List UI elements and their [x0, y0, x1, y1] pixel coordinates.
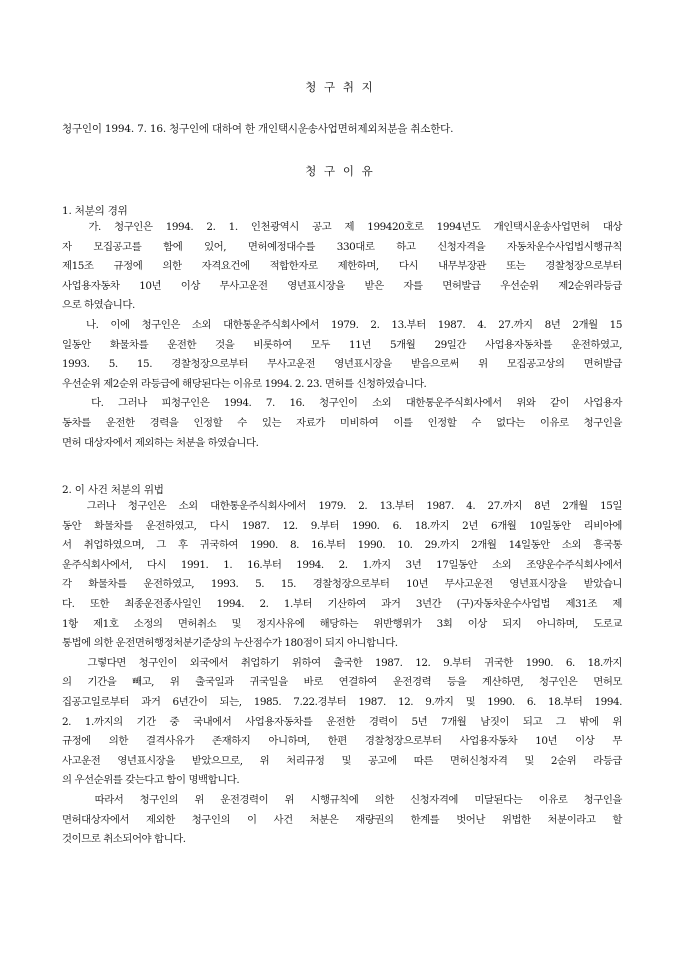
- section1-heading: 1. 처분의 경위: [62, 205, 128, 217]
- section1-body: [62, 218, 622, 453]
- section1-line: 우선순위 제2순위 라등급에 해당된다는 이유로 1994. 2. 23. 면허를 신청하였습니다.: [62, 377, 427, 390]
- section1-line: 사업용자동차 10년 이상 무사고운전 영년표시장을 받은 자를 면허발급 우선순위 제2순위라등급: [62, 279, 622, 292]
- purpose-text: 청구인이 1994. 7. 16. 청구인에 대하여 한 개인택시운송사업면허제외처분을 취소한다.: [62, 123, 454, 135]
- section1-line: 자 모집공고를 함에 있어, 면허예정대수를 330대로 하고 신청자격을 자동차운수사업법시행규칙: [62, 240, 622, 253]
- section2-line: 사고운전 영년표시장을 받았으므로, 위 처리규정 및 공고에 따른 면허신청자격 및 2순위 라등급: [62, 754, 622, 767]
- section2-heading: 2. 이 사건 처분의 위법: [62, 484, 164, 496]
- section2-line: 통법에 의한 운전면허행정처분기준상의 누산점수가 180점이 되지 아니합니다.: [62, 637, 398, 650]
- section2-line: 2. 1.까지의 기간 중 국내에서 사업용자동차를 운전한 경력이 5년 7개월 남짓이 되고 그 밖에 위: [62, 715, 622, 728]
- section2-line: 동안 화물차를 운전하였고, 다시 1987. 12. 9.부터 1990. 6. 18.까지 2년 6개월 10일동안 리비아에: [62, 519, 622, 532]
- purpose-title: 청 구 취 지: [305, 80, 375, 94]
- section2-line: 운주식회사에서, 다시 1991. 1. 16.부터 1994. 2. 1.까지 3년 17일동안 소외 조양운수주식회사에서: [62, 558, 622, 571]
- section2-line: 다. 또한 최종운전종사일인 1994. 2. 1.부터 기산하여 과거 3년간 (구)자동차운수사업법 제31조 제: [62, 597, 622, 610]
- section2-line: 집공고일로부터 과거 6년간이 되는, 1985. 7.22.경부터 1987. 12. 9.까지 및 1990. 6. 18.부터 1994.: [62, 695, 622, 708]
- section2-line: 각 화물차를 운전하였고, 1993. 5. 15. 경찰청장으로부터 10년 무사고운전 영년표시장을 받았습니: [62, 578, 622, 591]
- section2-line: 규정에 의한 결격사유가 존재하지 아니하며, 한편 경찰청장으로부터 사업용자동차 10년 이상 무: [62, 735, 622, 748]
- section1-line: 제15조 규정에 의한 자격요건에 적합한자로 제한하며, 다시 내무부장관 또는 경찰청장으로부터: [62, 260, 622, 273]
- section2-line: 그러나 청구인은 소외 대한통운주식회사에서 1979. 2. 13.부터 1987. 4. 27.까지 8년 2개월 15일: [62, 500, 622, 512]
- section1-line: 나. 이에 청구인은 소외 대한통운주식회사에서 1979. 2. 13.부터 1987. 4. 27.까지 8년 2개월 15: [62, 318, 622, 331]
- section2-line: 것이므로 취소되어야 합니다.: [62, 833, 186, 846]
- section2-line: 의 기간을 빼고, 위 출국일과 귀국일을 바로 연결하여 운전경력 등을 계산하면, 청구인은 면허모: [62, 676, 622, 689]
- section2-line: 면허대상자에서 제외한 청구인의 이 사건 처분은 재량권의 한계를 벗어난 위법한 처분이라고 할: [62, 813, 622, 826]
- reasons-title: 청 구 이 유: [305, 164, 375, 178]
- section1-line: 다. 그러나 피청구인은 1994. 7. 16. 청구인이 소외 대한통운주식회사에서 위와 같이 사업용자: [62, 397, 622, 410]
- section1-line: 1993. 5. 15. 경찰청장으로부터 무사고운전 영년표시장을 받음으로써 위 모집공고상의 면허발급: [62, 358, 622, 371]
- section2-line: 그렇다면 청구인이 외국에서 취업하기 위하여 출국한 1987. 12. 9.부터 귀국한 1990. 6. 18.까지: [62, 656, 622, 669]
- section1-line: 동차를 운전한 경력을 인정할 수 있는 자료가 미비하여 이를 인정할 수 없다는 이유로 청구인을: [62, 416, 622, 429]
- section2-body: [62, 497, 622, 850]
- section1-line: 으로 하였습니다.: [62, 299, 135, 312]
- section2-line: 의 우선순위를 갖는다고 함이 명백합니다.: [62, 774, 240, 787]
- section2-line: 따라서 청구인의 위 운전경력이 위 시행규칙에 의한 신청자격에 미달된다는 이유로 청구인을: [62, 793, 622, 806]
- section2-line: 서 취업하였으며, 그 후 귀국하여 1990. 8. 16.부터 1990. 10. 29.까지 2개월 14일동안 소외 흥국통: [62, 539, 622, 552]
- section2-line: 1항 제1호 소정의 면허취소 및 정지사유에 해당하는 위반행위가 3회 이상 되지 아니하며, 도로교: [62, 617, 622, 630]
- section1-line: 가. 청구인은 1994. 2. 1. 인천광역시 공고 제 199420호로 1994년도 개인택시운송사업면허 대상: [62, 221, 622, 233]
- section1-line: 일동안 화물차를 운전한 것을 비롯하여 모두 11년 5개월 29일간 사업용자동차를 운전하였고,: [62, 338, 622, 351]
- section1-line: 면허 대상자에서 제외하는 처분을 하였습니다.: [62, 436, 259, 449]
